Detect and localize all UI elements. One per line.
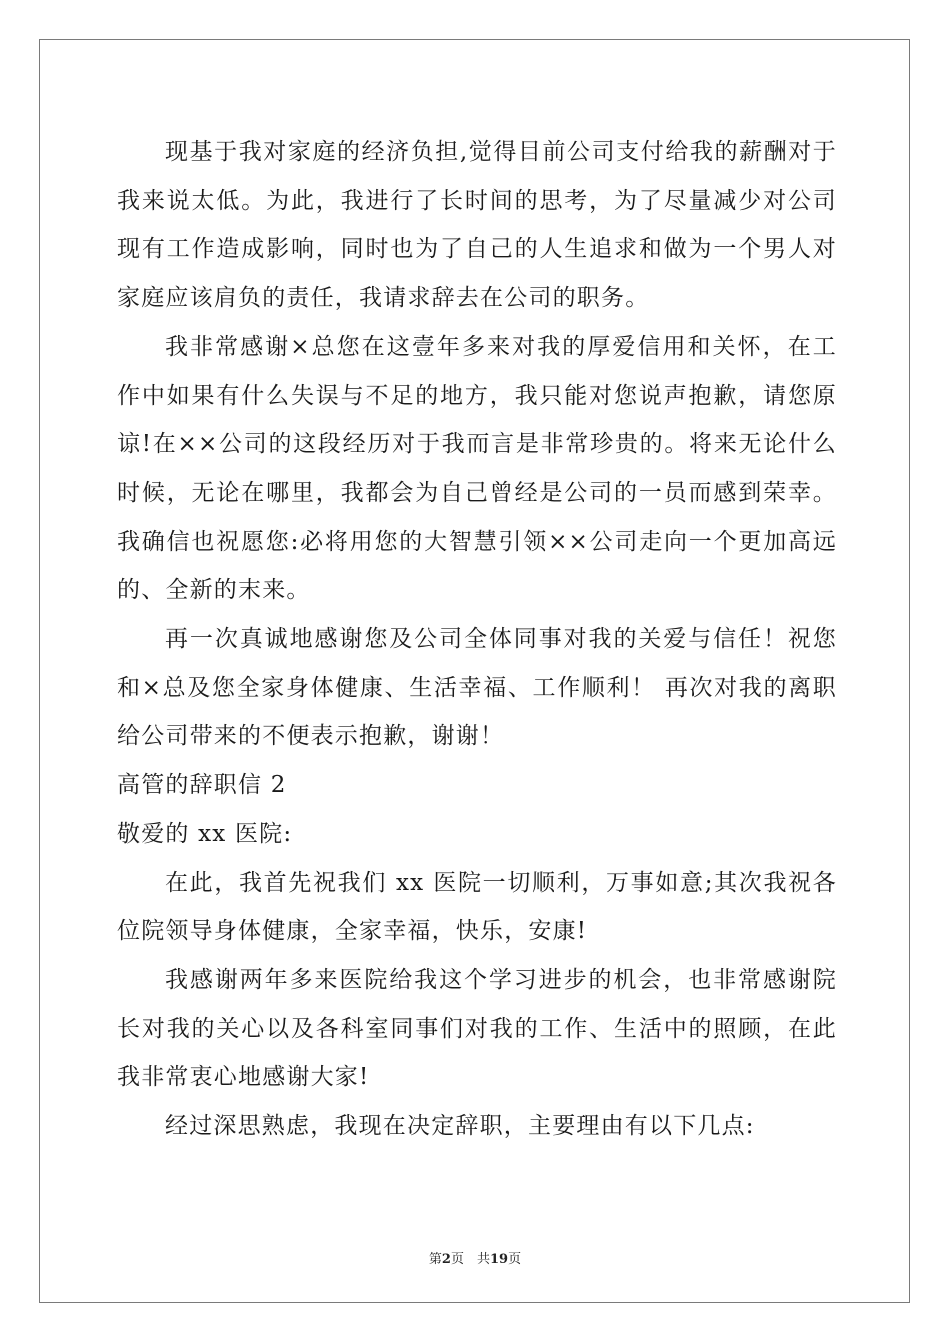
paragraph-6: 经过深思熟虑，我现在决定辞职，主要理由有以下几点: [165,1113,755,1140]
page-prefix: 第 [428,1252,442,1267]
page-suffix: 页 [508,1252,522,1267]
page-footer [0,1248,950,1267]
paragraph-4: 在此，我首先祝我们 xx 医院一切顺利，万事如意;其次我祝各位院领导身体健康，全家幸福，快乐，安康! [117,869,837,945]
paragraph-5: 我感谢两年多来医院给我这个学习进步的机会，也非常感谢院长对我的关心以及各科室同事们对我的工作、生活中的照顾，在此我非常衷心地感谢大家! [117,966,837,1091]
salutation: 敬爱的 xx 医院: [117,820,293,847]
paragraph-3: 再一次真诚地感谢您及公司全体同事对我的关爱与信任！祝您和×总及您全家身体健康、生活幸福、工作顺利！ 再次对我的离职给公司带来的不便表示抱歉，谢谢！ [117,626,837,750]
page-mid: 页 共 [450,1252,490,1267]
paragraph-1: 现基于我对家庭的经济负担,觉得目前公司支付给我的薪酬对于我来说太低。为此，我进行了长时间的思考，为了尽量减少对公司现有工作造成影响，同时也为了自己的人生追求和做为一个男人对家庭应该肩负的责任，我请求辞去在公司的职务。 [117,139,837,312]
page-total: 19 [489,1252,509,1267]
letter-title: 高管的辞职信 2 [117,772,287,799]
page-current: 2 [441,1252,451,1267]
paragraph-2: 我非常感谢×总您在这壹年多来对我的厚爱信用和关怀，在工作中如果有什么失误与不足的地方，我只能对您说声抱歉，请您原谅!在××公司的这段经历对于我而言是非常珍贵的。将来无论什么时候，无论在哪里，我都会为自己曾经是公司的一员而感到荣幸。我确信也祝愿您:必将用您的大智慧引领××公司走向一个更加高远的、全新的末来。 [117,333,837,604]
document-body [117,128,837,1151]
